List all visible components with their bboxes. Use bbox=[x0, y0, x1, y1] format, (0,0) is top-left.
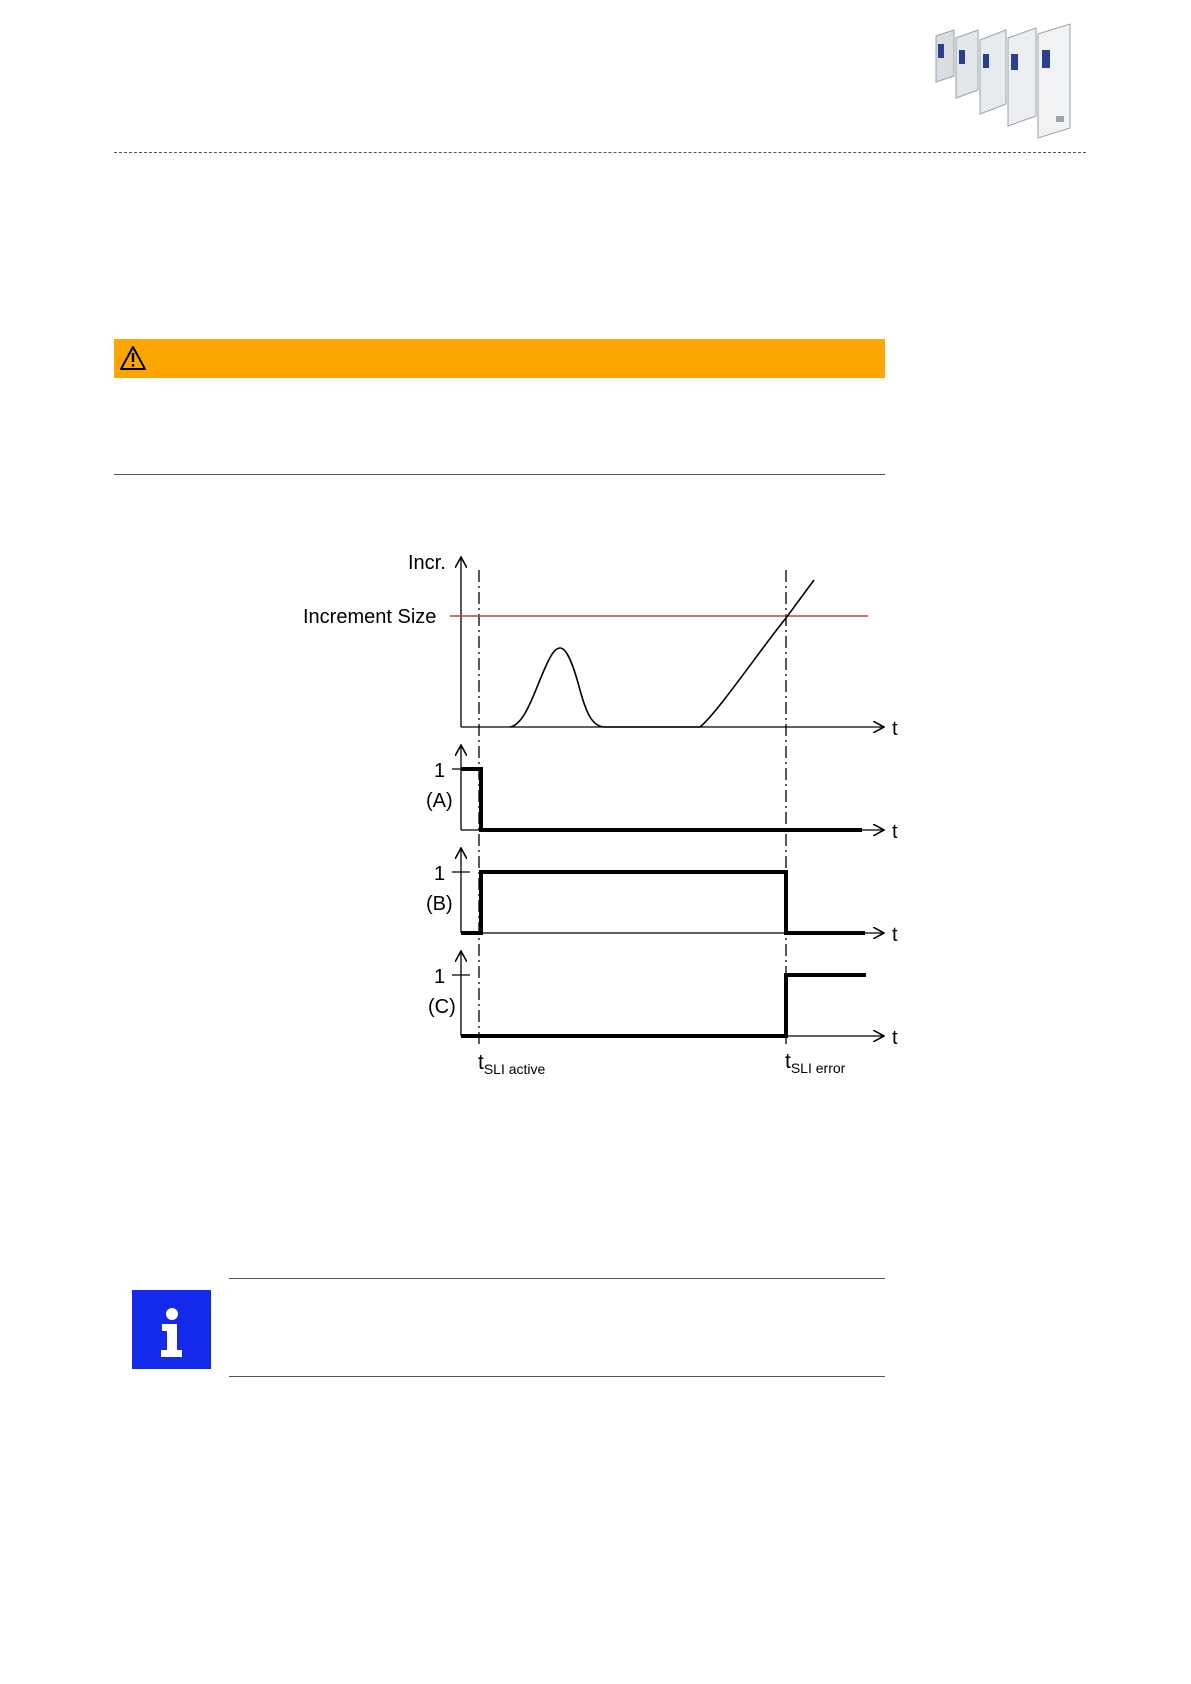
signal-a-t-label: t bbox=[892, 821, 898, 843]
signal-c-t-label: t bbox=[892, 1027, 898, 1049]
signal-b-name-label: (B) bbox=[426, 893, 453, 915]
signal-b-t-label: t bbox=[892, 924, 898, 946]
signal-c-trace bbox=[461, 975, 866, 1036]
event-label-sli-active bbox=[478, 1051, 546, 1077]
increment-size-label: Increment Size bbox=[303, 606, 437, 628]
note-bottom-divider bbox=[229, 1376, 885, 1377]
event-sli-active-symbol: t bbox=[478, 1051, 484, 1074]
signal-a-level-label: 1 bbox=[434, 760, 446, 782]
increment-curve bbox=[510, 580, 814, 727]
info-icon bbox=[132, 1290, 211, 1369]
incr-axis-label: Incr. bbox=[408, 552, 446, 574]
incr-t-label: t bbox=[892, 718, 898, 740]
event-sli-error-symbol: t bbox=[785, 1050, 791, 1073]
signal-b-level-label: 1 bbox=[434, 863, 446, 885]
event-sli-error-subscript: SLI error bbox=[790, 1060, 846, 1076]
signal-c-level-label: 1 bbox=[434, 966, 446, 988]
event-sli-active-subscript: SLI active bbox=[483, 1061, 546, 1077]
signal-a-name-label: (A) bbox=[426, 790, 453, 812]
signal-c-name-label: (C) bbox=[428, 996, 456, 1018]
signal-a-trace bbox=[461, 769, 862, 830]
info-glyph bbox=[132, 1290, 211, 1369]
note-top-divider bbox=[229, 1278, 885, 1279]
signal-b-trace bbox=[461, 872, 865, 933]
event-label-sli-error bbox=[785, 1050, 846, 1076]
